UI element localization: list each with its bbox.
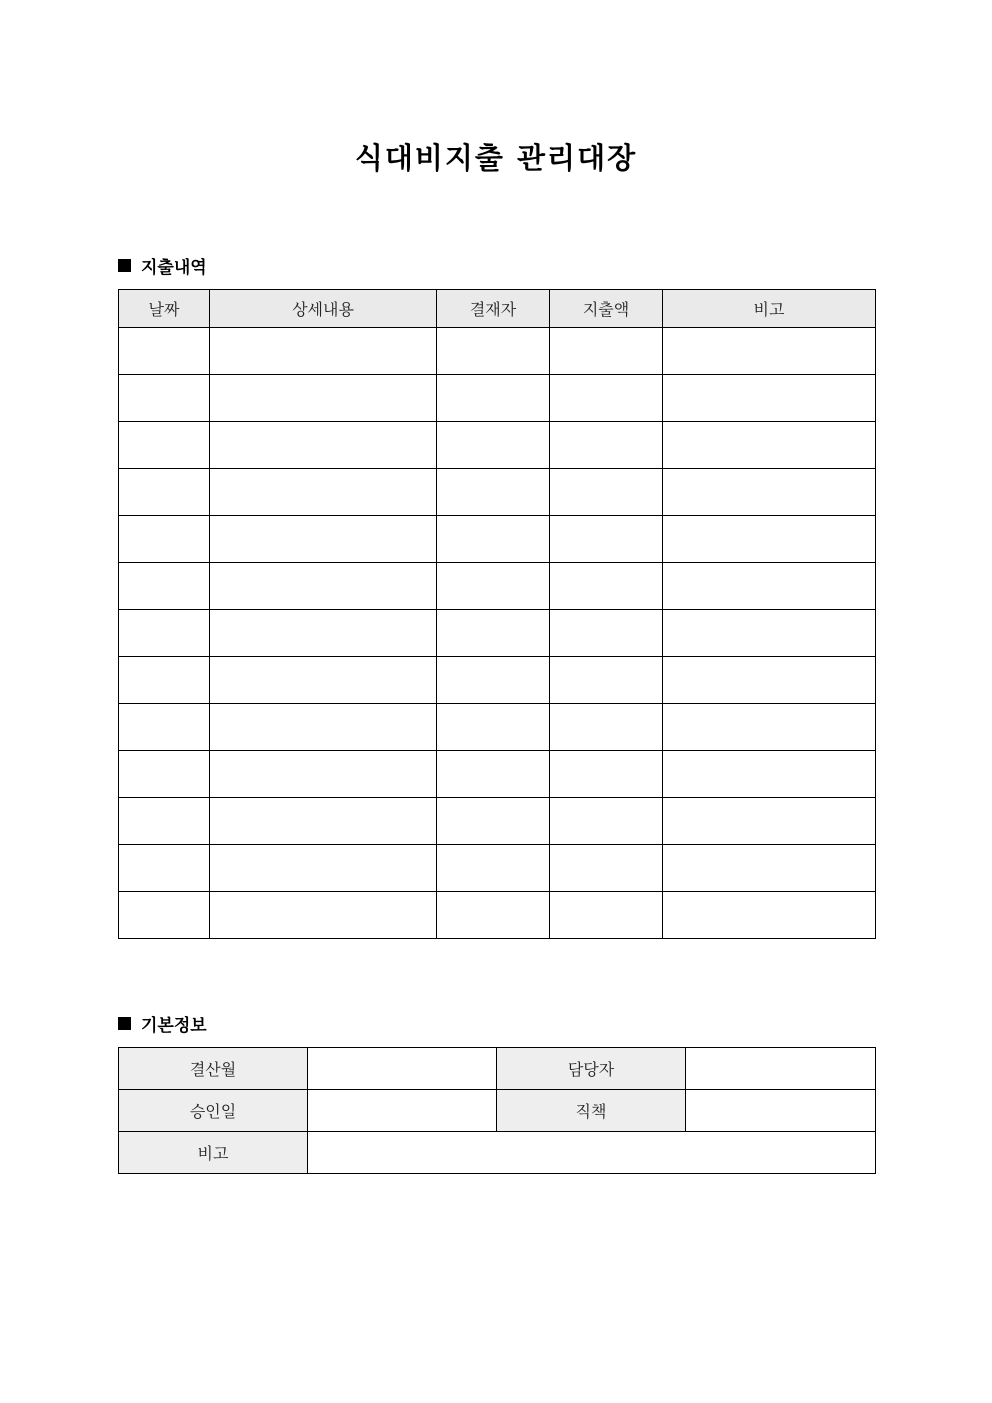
approver-cell[interactable]: [437, 845, 550, 892]
table-row: [119, 657, 876, 704]
basic-info-table: [118, 1047, 876, 1174]
remarks-cell[interactable]: [663, 751, 876, 798]
remarks-cell[interactable]: [663, 845, 876, 892]
position-field[interactable]: [686, 1090, 876, 1132]
remarks-cell[interactable]: [663, 798, 876, 845]
table-row: [119, 375, 876, 422]
approver-cell[interactable]: [437, 328, 550, 375]
amount-cell[interactable]: [550, 563, 663, 610]
amount-cell[interactable]: [550, 516, 663, 563]
column-header-amount: 지출액: [550, 290, 663, 328]
approver-cell[interactable]: [437, 892, 550, 939]
remarks-cell[interactable]: [663, 657, 876, 704]
remarks-cell[interactable]: [663, 563, 876, 610]
info-row: [119, 1090, 876, 1132]
details-cell[interactable]: [210, 751, 437, 798]
date-cell[interactable]: [119, 704, 210, 751]
expense-table: [118, 289, 876, 939]
date-cell[interactable]: [119, 469, 210, 516]
details-cell[interactable]: [210, 657, 437, 704]
section-heading-label: 기본정보: [141, 1016, 207, 1036]
details-cell[interactable]: [210, 375, 437, 422]
remarks-cell[interactable]: [663, 375, 876, 422]
manager-field[interactable]: [686, 1048, 876, 1090]
date-cell[interactable]: [119, 892, 210, 939]
remarks-label: 비고: [119, 1132, 308, 1174]
remarks-cell[interactable]: [663, 892, 876, 939]
approver-cell[interactable]: [437, 422, 550, 469]
details-cell[interactable]: [210, 845, 437, 892]
square-bullet-icon: [118, 259, 131, 272]
table-row: [119, 845, 876, 892]
section-heading-label: 지출내역: [141, 258, 207, 278]
details-cell[interactable]: [210, 563, 437, 610]
approver-cell[interactable]: [437, 469, 550, 516]
date-cell[interactable]: [119, 375, 210, 422]
details-cell[interactable]: [210, 422, 437, 469]
approver-cell[interactable]: [437, 563, 550, 610]
date-cell[interactable]: [119, 516, 210, 563]
amount-cell[interactable]: [550, 657, 663, 704]
column-header-approver: 결재자: [437, 290, 550, 328]
amount-cell[interactable]: [550, 704, 663, 751]
details-cell[interactable]: [210, 328, 437, 375]
approval-date-field[interactable]: [308, 1090, 497, 1132]
remarks-cell[interactable]: [663, 610, 876, 657]
date-cell[interactable]: [119, 563, 210, 610]
date-cell[interactable]: [119, 610, 210, 657]
table-row: [119, 516, 876, 563]
table-row: [119, 892, 876, 939]
table-row: [119, 469, 876, 516]
section-heading-basic-info: [118, 1011, 207, 1036]
table-row: [119, 563, 876, 610]
table-row: [119, 610, 876, 657]
approver-cell[interactable]: [437, 657, 550, 704]
date-cell[interactable]: [119, 657, 210, 704]
remarks-cell[interactable]: [663, 704, 876, 751]
details-cell[interactable]: [210, 610, 437, 657]
table-row: [119, 704, 876, 751]
table-row: [119, 422, 876, 469]
date-cell[interactable]: [119, 328, 210, 375]
approver-cell[interactable]: [437, 798, 550, 845]
settlement-month-field[interactable]: [308, 1048, 497, 1090]
settlement-month-label: 결산월: [119, 1048, 308, 1090]
remarks-field[interactable]: [308, 1132, 876, 1174]
approver-cell[interactable]: [437, 375, 550, 422]
details-cell[interactable]: [210, 704, 437, 751]
amount-cell[interactable]: [550, 328, 663, 375]
info-row: [119, 1132, 876, 1174]
remarks-cell[interactable]: [663, 516, 876, 563]
details-cell[interactable]: [210, 892, 437, 939]
page-title: 식대비지출 관리대장: [354, 141, 638, 175]
position-label: 직책: [497, 1090, 686, 1132]
manager-label: 담당자: [497, 1048, 686, 1090]
approver-cell[interactable]: [437, 704, 550, 751]
square-bullet-icon: [118, 1017, 131, 1030]
amount-cell[interactable]: [550, 469, 663, 516]
column-header-date: 날짜: [119, 290, 210, 328]
approver-cell[interactable]: [437, 516, 550, 563]
amount-cell[interactable]: [550, 375, 663, 422]
amount-cell[interactable]: [550, 845, 663, 892]
approval-date-label: 승인일: [119, 1090, 308, 1132]
table-row: [119, 328, 876, 375]
column-header-details: 상세내용: [210, 290, 437, 328]
amount-cell[interactable]: [550, 610, 663, 657]
details-cell[interactable]: [210, 469, 437, 516]
date-cell[interactable]: [119, 798, 210, 845]
remarks-cell[interactable]: [663, 422, 876, 469]
table-row: [119, 798, 876, 845]
date-cell[interactable]: [119, 422, 210, 469]
amount-cell[interactable]: [550, 798, 663, 845]
amount-cell[interactable]: [550, 751, 663, 798]
section-heading-expense: [118, 253, 207, 278]
details-cell[interactable]: [210, 516, 437, 563]
remarks-cell[interactable]: [663, 469, 876, 516]
approver-cell[interactable]: [437, 751, 550, 798]
table-header-row: [119, 290, 876, 328]
approver-cell[interactable]: [437, 610, 550, 657]
amount-cell[interactable]: [550, 892, 663, 939]
date-cell[interactable]: [119, 751, 210, 798]
remarks-cell[interactable]: [663, 328, 876, 375]
details-cell[interactable]: [210, 798, 437, 845]
amount-cell[interactable]: [550, 422, 663, 469]
column-header-remarks: 비고: [663, 290, 876, 328]
table-row: [119, 751, 876, 798]
info-row: [119, 1048, 876, 1090]
date-cell[interactable]: [119, 845, 210, 892]
